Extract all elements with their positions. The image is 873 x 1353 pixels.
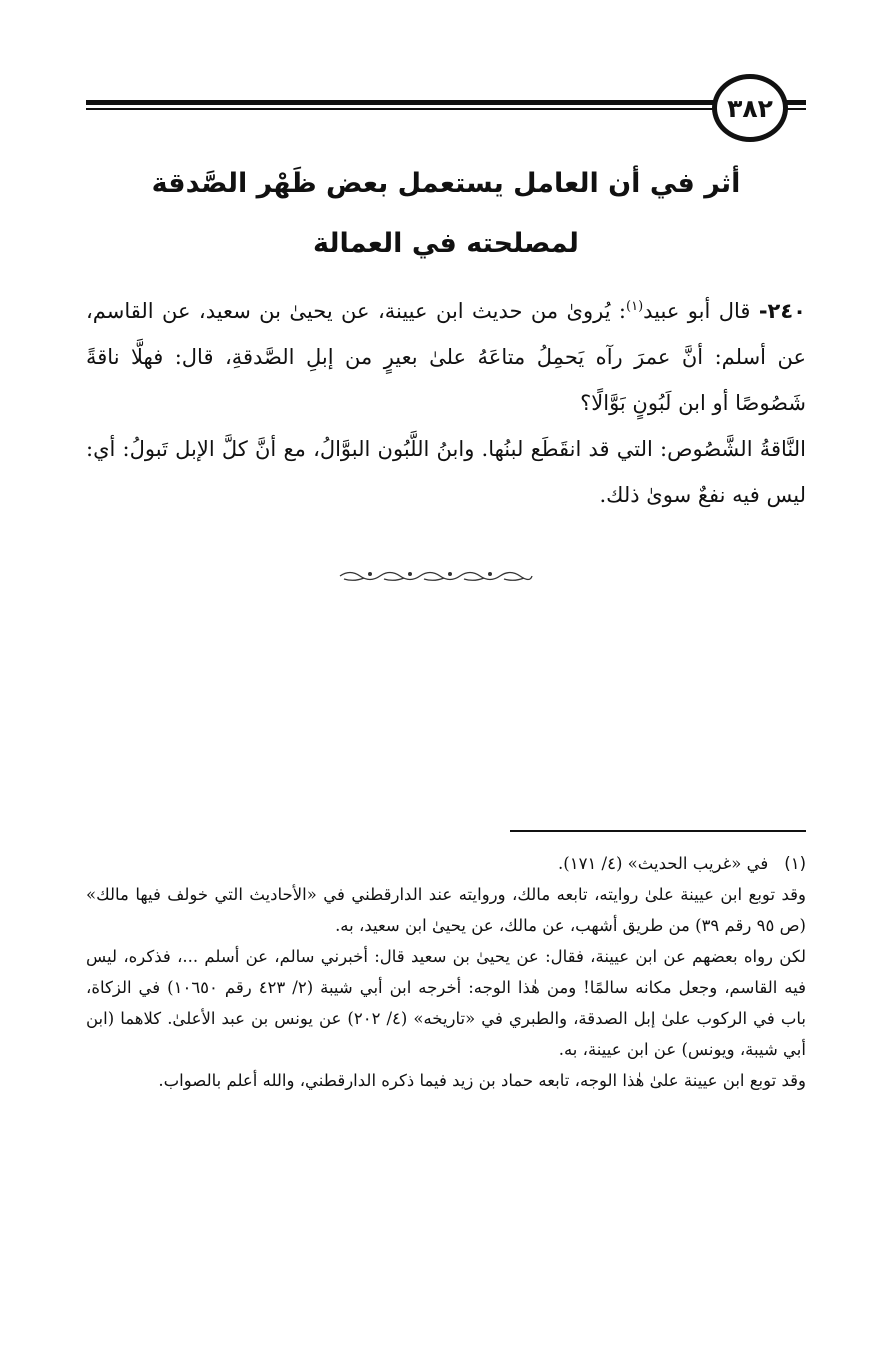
page-header [86, 70, 806, 140]
header-rule-thick [86, 100, 806, 105]
paragraph-hadith [86, 288, 806, 426]
footnote-separator [510, 830, 806, 832]
footnote-paragraph: وقد توبع ابن عيينة علىٰ هٰذا الوجه، تابعه حماد بن زيد فيما ذكره الدارقطني، والله أعلم بالصواب. [158, 1071, 806, 1090]
section-title-line-2: لمصلحته في العمالة [313, 228, 579, 259]
footnote-number: (١) [784, 854, 806, 873]
main-text [86, 288, 806, 518]
section-title-line-1: أثر في أن العامل يستعمل بعض ظَهْر الصَّدقة [151, 168, 741, 199]
entry-number: ٢٤٠- [758, 299, 806, 323]
header-rule-thin [86, 108, 806, 110]
paragraph-hadith-text: : يُرویٰ من حديث ابن عيينة، عن يحيىٰ بن سعيد، عن القاسم، عن أسلم: أنَّ عمرَ رآه يَحمِلُ متاعَهُ علىٰ بعيرٍ من إبلِ الصَّدقةِ، قال: فهلَّا ناقةً شَصُوصًا أو ابن لَبُونٍ بَوَّالًا؟ [86, 299, 806, 415]
footnote-reference[interactable]: (١) [626, 299, 644, 314]
paragraph-explanation: النَّاقةُ الشَّصُوص: التي قد انقَطَع لبنُها. وابنُ اللَّبُون البوَّالُ، مع أنَّ كلَّ الإبل تَبولُ: أي: ليس فيه نفعٌ سوىٰ ذلك. [86, 437, 806, 507]
paragraph-hadith-intro: قال أبو عبيد [643, 299, 759, 323]
footnote-1-source: في «غريب الحديث» (٤/ ١٧١). [558, 854, 769, 873]
footnote-paragraph: وقد توبع ابن عيينة علىٰ روايته، تابعه مالك، وروايته عند الدارقطني في «الأحاديث التي خولف فيها مالك» (ص ٩٥ رقم ٣٩) من طريق أشهب، عن مالك، عن يحيىٰ ابن سعيد، به. [86, 885, 806, 935]
page-number: ٣٨٢ [712, 74, 788, 142]
footnote-paragraph: لكن رواه بعضهم عن ابن عيينة، فقال: عن يحيىٰ بن سعيد قال: أخبرني سالم، عن أسلم ...، فذكره، ليس فيه القاسم، وجعل مكانه سالمًا! ومن هٰذا الوجه: أخرجه ابن أبي شيبة (٢/ ٤٢٣ رقم ١٠٦٥٠) في الزكاة، باب في الركوب علىٰ إبل الصدقة، والطبري في «تاريخه» (٤/ ٢٠٢) عن يونس بن عبد الأعلىٰ. كلاهما (ابن أبي شيبة، ويونس) عن ابن عيينة، به. [86, 947, 806, 1059]
footnotes [86, 848, 806, 1096]
footnote-1 [86, 848, 806, 879]
ornament-divider-icon [336, 567, 536, 585]
